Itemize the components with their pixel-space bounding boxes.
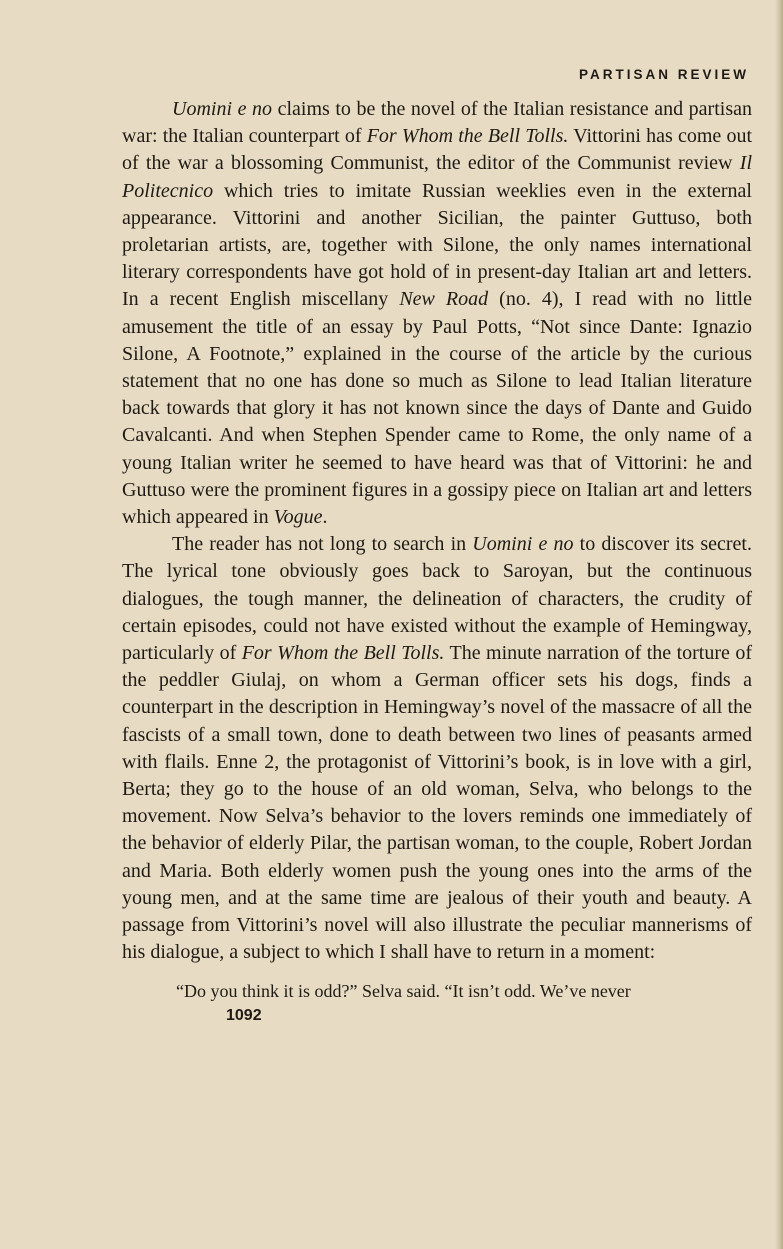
review-title: Il Politecnico	[122, 152, 752, 202]
running-head: PARTISAN REVIEW	[578, 67, 749, 82]
page-number: 1092	[226, 1007, 262, 1024]
paragraph-1: Uomini e no claims to be the novel of the Italian resistance and partisan war: the Italian counterpart of For Whom the Bell Tolls. Vittorini has come out of the war a blossoming Communist, the editor of the Communist review Il Politecnico which tries to imitate Russian weeklies even in the external appearance. Vittorini and another Sicilian, the painter Guttuso, both proletarian artists, are, together with Silone, the only names international literary correspondents have got hold of in present-day Italian art and letters. In a recent English miscellany New Road (no. 4), I read with no little amusement the title of an essay by Paul Potts, “Not since Dante: Ignazio Silone, A Footnote,” explained in the course of the article by the curious statement that no one has done so much as Silone to lead Italian literature back towards that glory it has not known since the days of Dante and Guido Cavalcanti. And when Stephen Spender came to Rome, the only name of a young Italian writer he seemed to have heard was that of Vittorini: he and Guttuso were the prominent figures in a gossipy piece on Italian art and letters which appeared in Vogue.	[122, 98, 753, 529]
book-title: Uomini e no	[472, 533, 574, 556]
book-title: For Whom the Bell Tolls.	[366, 125, 569, 148]
block-quote: “Do you think it is odd?” Selva said. “It isn’t odd. We’ve never	[176, 981, 631, 1001]
miscellany-title: New Road	[399, 288, 489, 311]
body-text	[122, 96, 752, 967]
book-title: Uomini e no	[172, 98, 273, 120]
page-edge	[775, 0, 783, 1249]
magazine-title: Vogue	[273, 506, 323, 529]
book-title: For Whom the Bell Tolls.	[241, 642, 445, 665]
paragraph-2: The reader has not long to search in Uomini e no to discover its secret. The lyrical tone obviously goes back to Saroyan, but the continuous dialogues, the tough manner, the delineation of characters, the crudity of certain episodes, could not have existed without the example of Hemingway, particularly of For Whom the Bell Tolls. The minute narration of the torture of the peddler Giulaj, on whom a German officer sets his dogs, finds a counterpart in the description in Hemingway’s novel of the massacre of all the fascists of a small town, done to death between two lines of peasants armed with flails. Enne 2, the protagonist of Vittorini’s book, is in love with a girl, Berta; they go to the house of an old woman, Selva, who belongs to the movement. Now Selva’s behavior to the lovers reminds one immediately of the behavior of elderly Pilar, the partisan woman, to the couple, Robert Jordan and Maria. Both elderly women push the young ones into the arms of the young men, and at the same time are jealous of their youth and beauty. A passage from Vittorini’s novel will also illustrate the peculiar mannerisms of his dialogue, a subject to which I shall have to return in a moment:	[122, 533, 752, 964]
